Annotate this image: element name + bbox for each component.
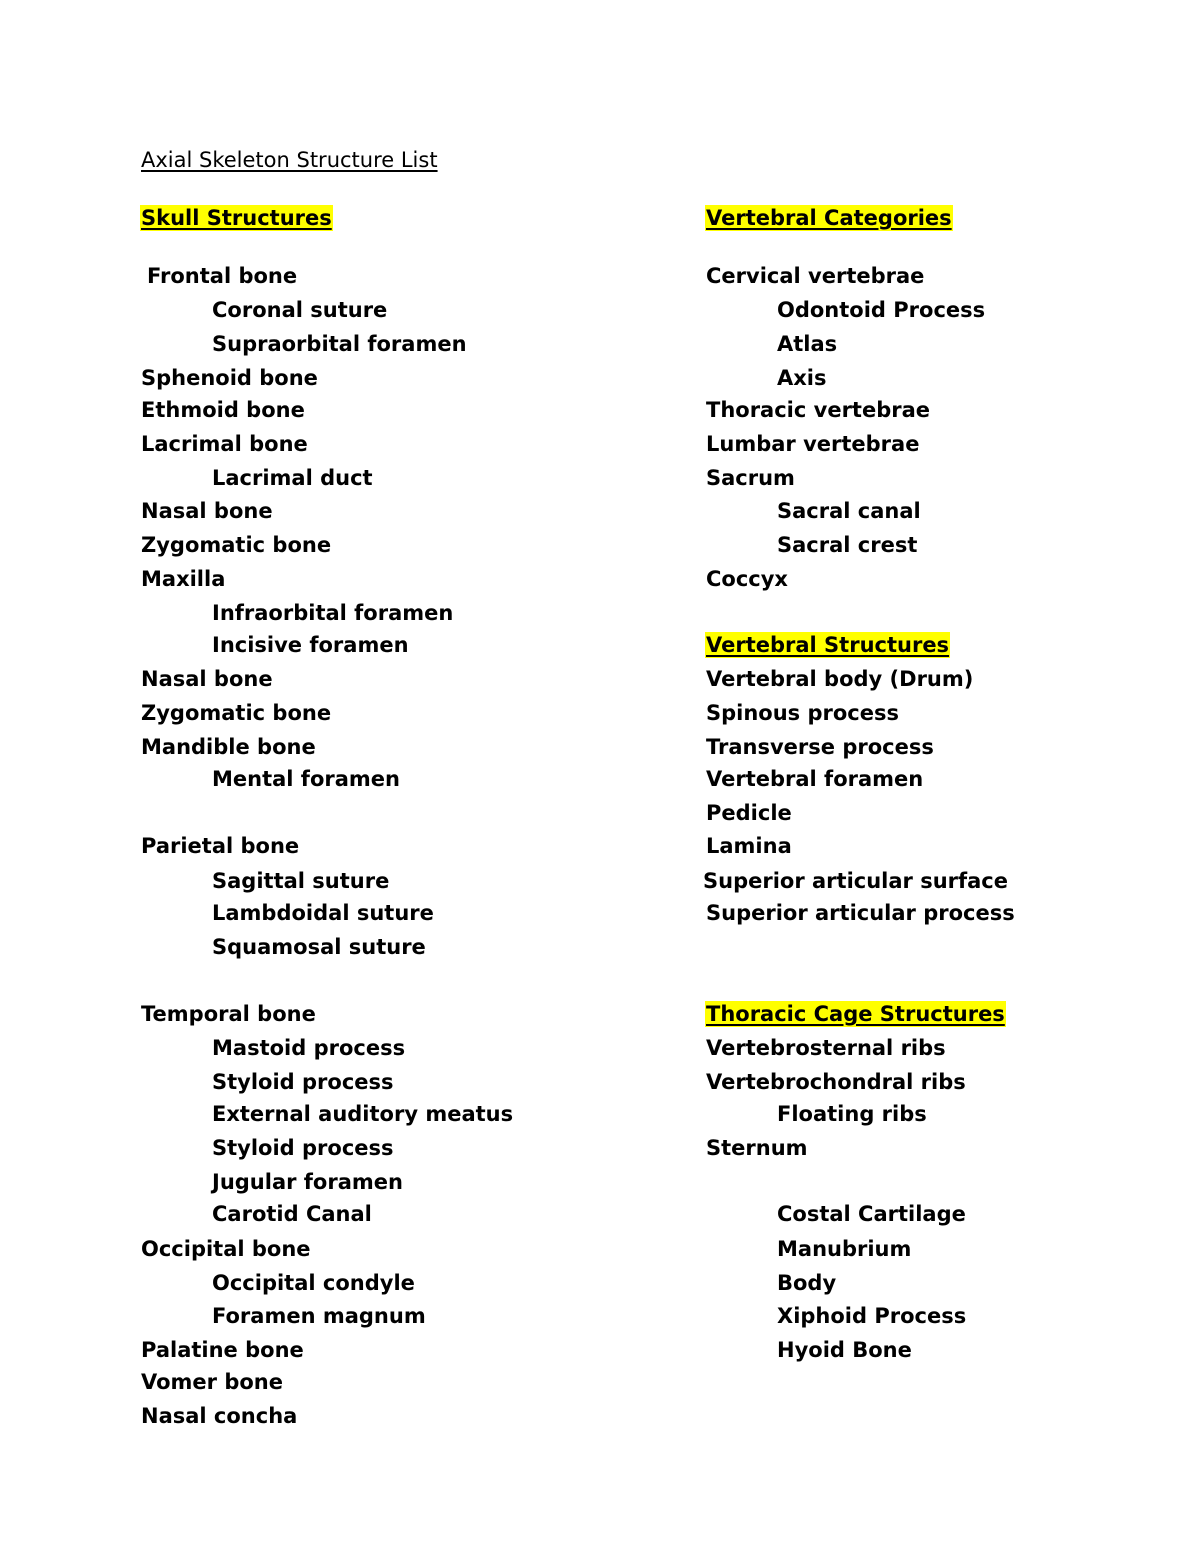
list-subitem: Occipital condyle <box>212 1271 415 1295</box>
list-item: Superior articular surface <box>703 869 1009 893</box>
list-item: Superior articular process <box>706 901 1015 925</box>
list-item: Frontal bone <box>147 264 298 288</box>
list-item: Temporal bone <box>141 1002 316 1026</box>
list-subitem: Styloid process <box>212 1070 394 1094</box>
list-subitem: External auditory meatus <box>212 1102 514 1126</box>
list-item: Vertebrochondral ribs <box>706 1070 966 1094</box>
list-item: Palatine bone <box>141 1338 304 1362</box>
list-subitem: Costal Cartilage <box>777 1202 966 1226</box>
list-item: Cervical vertebrae <box>706 264 925 288</box>
list-subitem: Lacrimal duct <box>212 466 373 490</box>
list-subitem: Mastoid process <box>212 1036 406 1060</box>
skull-structures-heading: Skull Structures <box>141 206 332 230</box>
list-item: Lacrimal bone <box>141 432 308 456</box>
list-item: Ethmoid bone <box>141 398 305 422</box>
list-subitem: Supraorbital foramen <box>212 332 467 356</box>
list-subitem: Floating ribs <box>777 1102 927 1126</box>
list-subitem: Xiphoid Process <box>777 1304 967 1328</box>
list-item: Mandible bone <box>141 735 316 759</box>
list-item: Sphenoid bone <box>141 366 318 390</box>
list-subitem: Odontoid Process <box>777 298 986 322</box>
list-item: Transverse process <box>706 735 934 759</box>
document-title: Axial Skeleton Structure List <box>141 148 438 172</box>
list-subitem: Lambdoidal suture <box>212 901 434 925</box>
list-item: Zygomatic bone <box>141 701 332 725</box>
list-subitem: Infraorbital foramen <box>212 601 454 625</box>
list-subitem: Coronal suture <box>212 298 388 322</box>
list-subitem: Sacral crest <box>777 533 918 557</box>
list-subitem: Foramen magnum <box>212 1304 426 1328</box>
list-item: Coccyx <box>706 567 788 591</box>
list-item: Sacrum <box>706 466 795 490</box>
list-item: Pedicle <box>706 801 792 825</box>
list-subitem: Mental foramen <box>212 767 400 791</box>
vertebral-categories-heading: Vertebral Categories <box>706 206 952 230</box>
list-item: Thoracic vertebrae <box>706 398 931 422</box>
list-item: Nasal concha <box>141 1404 298 1428</box>
thoracic-cage-heading: Thoracic Cage Structures <box>706 1002 1005 1026</box>
list-item: Lumbar vertebrae <box>706 432 920 456</box>
list-item: Occipital bone <box>141 1237 311 1261</box>
list-subitem: Manubrium <box>777 1237 912 1261</box>
vertebral-structures-heading: Vertebral Structures <box>706 633 950 657</box>
list-item: Parietal bone <box>141 834 300 858</box>
list-subitem: Axis <box>777 366 827 390</box>
list-item: Sternum <box>706 1136 808 1160</box>
list-item: Nasal bone <box>141 499 273 523</box>
list-item: Nasal bone <box>141 667 273 691</box>
list-subitem: Jugular foramen <box>212 1170 403 1194</box>
list-subitem: Carotid Canal <box>212 1202 372 1226</box>
list-item: Maxilla <box>141 567 226 591</box>
list-subitem: Squamosal suture <box>212 935 426 959</box>
list-item: Spinous process <box>706 701 899 725</box>
list-subitem: Styloid process <box>212 1136 394 1160</box>
list-item: Vertebral foramen <box>706 767 924 791</box>
list-subitem: Hyoid Bone <box>777 1338 912 1362</box>
list-item: Lamina <box>706 834 792 858</box>
list-subitem: Body <box>777 1271 837 1295</box>
list-item: Vomer bone <box>141 1370 283 1394</box>
list-subitem: Sagittal suture <box>212 869 390 893</box>
list-item: Vertebral body (Drum) <box>706 667 974 691</box>
list-subitem: Atlas <box>777 332 838 356</box>
list-subitem: Incisive foramen <box>212 633 409 657</box>
list-subitem: Sacral canal <box>777 499 921 523</box>
list-item: Zygomatic bone <box>141 533 332 557</box>
list-item: Vertebrosternal ribs <box>706 1036 946 1060</box>
